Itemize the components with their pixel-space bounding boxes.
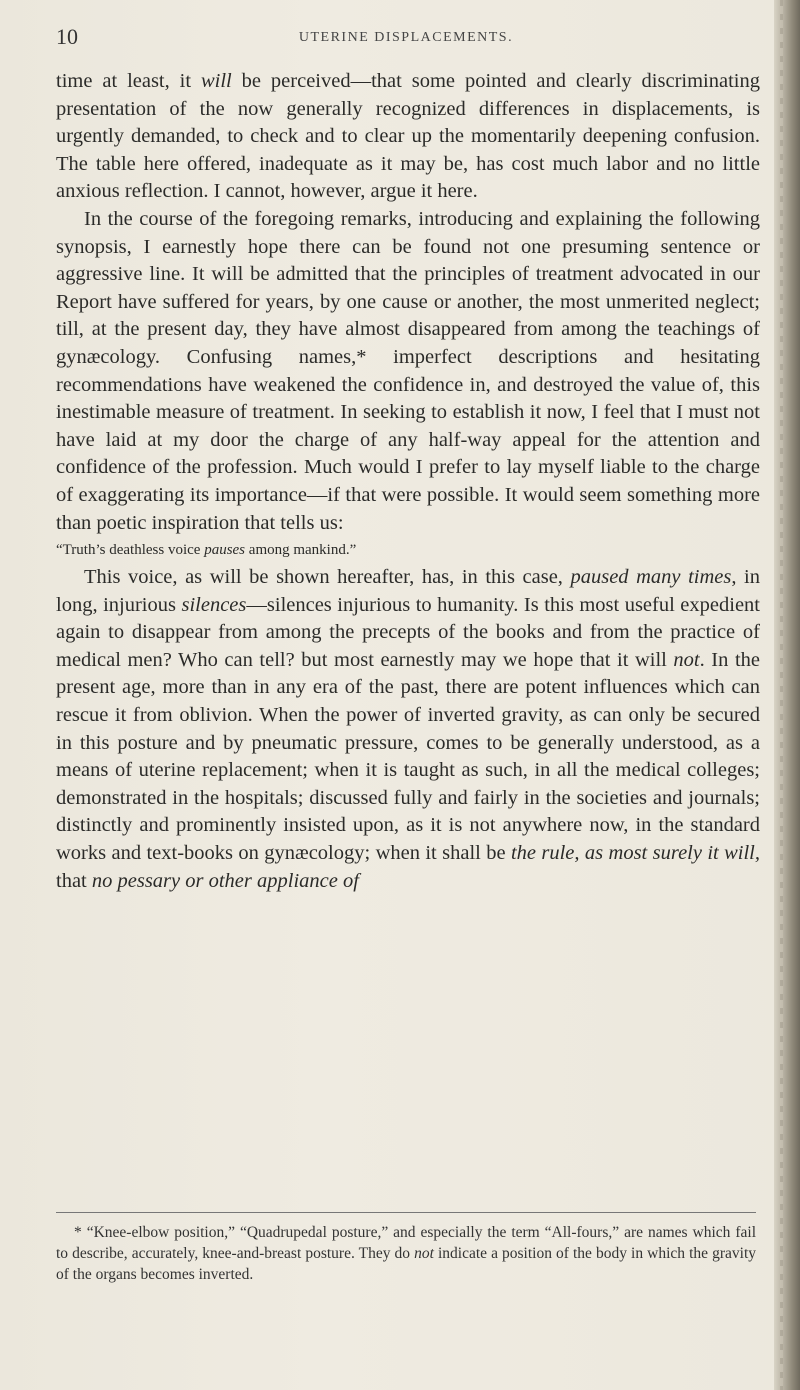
text-run: among mankind.” (245, 542, 357, 559)
running-head: UTERINE DISPLACEMENTS. (298, 30, 514, 45)
paragraph (56, 68, 760, 206)
text-run: be perceived—that some pointed and clearly discriminating presentation of the now generally recognized differences in displacements, is urgently demanded, to check and to clear up the momentarily deepening confusion. The table here offered, inadequate as it may be, has cost much labor and no little anxious reflection. I cannot, however, argue it here. (56, 70, 760, 203)
page-header (56, 24, 756, 54)
italic-run: will (200, 70, 232, 92)
text-run: . In the present age, more than in any era of the past, there are potent influences which can rescue it from oblivion. When the power of inverted gravity, as can only be secured in this posture and by pneumatic pressure, comes to be generally understood, as a means of uterine replacement; when it is taught as such, in all the medical colleges; demonstrated in the hospitals; discussed fully and fairly in the societies and journals; distinctly and prominently insisted upon, as it is not anywhere now, in the standard works and text-books on gynæcology; when it shall be (56, 648, 760, 865)
text-run: , in long, injurious (56, 566, 760, 616)
body-text (56, 68, 760, 895)
paragraph (56, 206, 760, 537)
text-run: —silences injurious to humanity. Is this most useful expedient again to disappear from among the precepts of the books and from the practice of medical men? Who can tell? but most earnestly may we hope that it will (56, 593, 760, 671)
text-run: indicate a position of the body in which the gravity of the organs becomes inverted. (56, 1245, 757, 1283)
page-edge (774, 0, 800, 1390)
text-run: In the course of the foregoing remarks, introducing and explaining the following synopsis, I earnestly hope there can be found not one presuming sentence or aggressive line. It will be admitted that the principles of treatment advocated in our Report have suffered for years, by one cause or another, the most unmerited neglect; till, at the present day, they have almost disappeared from among the teachings of gynæcology. Confusing names,* imperfect descriptions and hesitating recommendations have weakened the confidence in, and destroyed the value of, this inestimable measure of treatment. In seeking to establish it now, I feel that I must not have laid at my door the charge of any half-way appeal for the attention and confidence of the profession. Much would I prefer to lay myself liable to the charge of exaggerating its importance—if that were possible. It would seem something more than poetic inspiration that tells us: (56, 207, 760, 534)
text-run: * “Knee-elbow position,” “Quadrupedal posture,” and especially the term “All-fours,” are names which fail to describe, accurately, knee-and-breast posture. They do (56, 1224, 756, 1262)
italic-run: not (414, 1245, 434, 1262)
italic-run: silences (181, 593, 247, 616)
footnote (56, 1222, 756, 1285)
italic-run: pauses (204, 542, 246, 559)
italic-run: paused many times (570, 566, 732, 589)
italic-run: the rule, as most surely it will, (510, 842, 760, 865)
quotation (56, 537, 760, 564)
text-run: time at least, it (56, 70, 201, 92)
italic-run: not (673, 648, 700, 671)
italic-run: no pessary or other appliance of (91, 869, 359, 892)
text-run: “Truth’s deathless voice (56, 542, 205, 559)
page-number: 10 (56, 24, 78, 49)
text-run: This voice, as will be shown hereafter, has, in this case, (84, 566, 571, 589)
paragraph (56, 564, 760, 895)
text-run: that (56, 869, 92, 892)
footnote-rule (56, 1212, 756, 1213)
